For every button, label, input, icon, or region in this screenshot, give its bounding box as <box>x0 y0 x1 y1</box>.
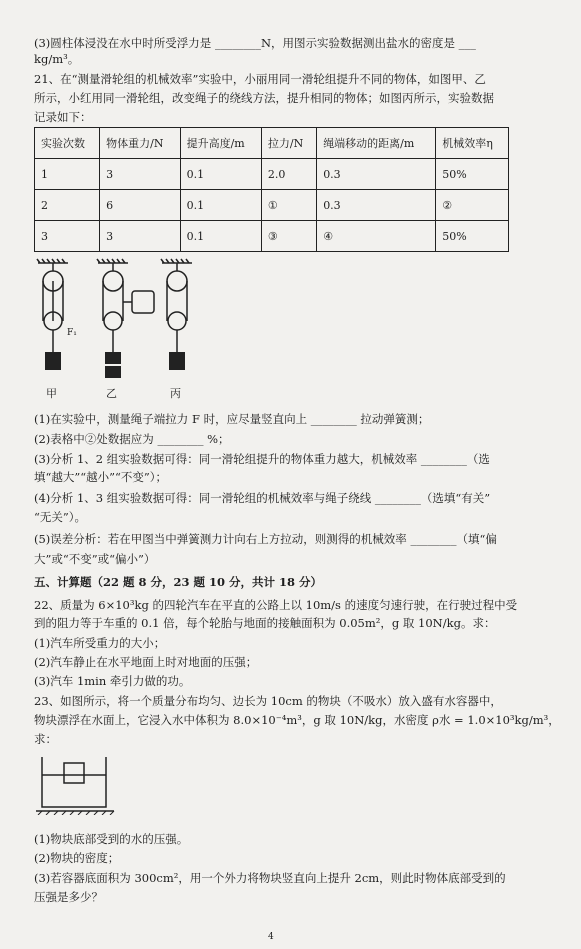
q22-sub-2: (2)汽车静止在水平地面上时对地面的压强； <box>34 655 258 669</box>
table-header: 物体重力/N <box>100 128 180 159</box>
table-cell: 0.1 <box>180 190 261 221</box>
pulley-bing-top <box>167 271 187 291</box>
q21-sub-1: (1)在实验中，测量绳子端拉力 F 时，应尽量竖直向上 ________ 拉动弹簧测； <box>34 412 430 426</box>
table-cell: 50% <box>436 159 509 190</box>
q23-line-2: 物块漂浮在水面上，它浸入水中体积为 8.0×10⁻⁴m³，g 取 10N/kg，水密度 ρ水 = 1.0×10³kg/m³， <box>34 713 560 727</box>
pulley-figure <box>34 257 214 407</box>
table-cell: 0.1 <box>180 221 261 252</box>
pulley-diagram <box>34 257 214 407</box>
table-row <box>35 221 509 252</box>
q21-intro-line-1: 21、在“测量滑轮组的机械效率”实验中，小丽用同一滑轮组提升不同的物体，如图甲、乙 <box>34 72 486 86</box>
label-yi: 乙 <box>106 387 117 400</box>
q22-sub-1: (1)汽车所受重力的大小； <box>34 636 166 650</box>
table-cell: 0.3 <box>317 190 436 221</box>
weight-bing <box>169 352 185 370</box>
q23-line-3: 求： <box>34 732 57 746</box>
table-cell: 0.3 <box>317 159 436 190</box>
force-label-f1: F₁ <box>67 328 77 338</box>
table-header: 提升高度/m <box>180 128 261 159</box>
q21-sub-2: (2)表格中②处数据应为 ________ %； <box>34 432 230 446</box>
table-cell: 6 <box>100 190 180 221</box>
q21-intro-line-2: 所示，小红用同一滑轮组，改变绳子的绕线方法，提升相同的物体；如图丙所示，实验数据 <box>34 91 494 105</box>
table-cell: 3 <box>35 221 100 252</box>
q23-sub-2: (2)物块的密度； <box>34 851 120 865</box>
q21-sub-4: (4)分析 1、3 组实验数据可得：同一滑轮组的机械效率与绳子绕线 ________（选填“有关” <box>34 491 491 505</box>
weight-yi-2 <box>105 366 121 378</box>
table-row <box>35 190 509 221</box>
table-header: 机械效率η <box>436 128 509 159</box>
container-diagram <box>36 755 116 815</box>
q20-unit-line: kg/m³。 <box>34 52 80 66</box>
q23-line-1: 23、如图所示，将一个质量分布均匀、边长为 10cm 的物块（不吸水）放入盛有水容器中， <box>34 694 502 708</box>
table-cell: 3 <box>100 221 180 252</box>
weight-yi-1 <box>105 352 121 364</box>
table-row <box>35 159 509 190</box>
table-cell: ② <box>436 190 509 221</box>
q22-line-1: 22、质量为 6×10³kg 的四轮汽车在平直的公路上以 10m/s 的速度匀速行驶，在行驶过程中受 <box>34 598 518 612</box>
q21-sub-3-cont: 填“越大”“越小”“不变”）； <box>34 470 168 484</box>
label-jia: 甲 <box>46 387 57 400</box>
pulley-yi-top <box>103 271 123 291</box>
pulley-yi-bottom <box>104 312 122 330</box>
pulley-bing-bottom <box>168 312 186 330</box>
q21-sub-5: (5)误差分析：若在甲图当中弹簧测力计向右上方拉动，则测得的机械效率 ________（填“偏 <box>34 532 497 546</box>
table-cell: 2.0 <box>261 159 316 190</box>
q21-sub-4-cont: “无关”）。 <box>34 510 87 524</box>
container-figure <box>36 755 116 815</box>
q21-sub-5-cont: 大”或“不变”或“偏小”） <box>34 552 156 566</box>
label-bing: 丙 <box>170 387 181 400</box>
floating-block <box>64 763 84 783</box>
table-cell: 50% <box>436 221 509 252</box>
q22-sub-3: (3)汽车 1min 牵引力做的功。 <box>34 674 191 688</box>
table-header: 绳端移动的距离/m <box>317 128 436 159</box>
table-header: 拉力/N <box>261 128 316 159</box>
table-cell: 0.1 <box>180 159 261 190</box>
container-walls <box>42 757 106 807</box>
table-cell: ④ <box>317 221 436 252</box>
table-cell: 3 <box>100 159 180 190</box>
table-cell: ① <box>261 190 316 221</box>
q23-sub-3-cont: 压强是多少？ <box>34 890 103 904</box>
table-header: 实验次数 <box>35 128 100 159</box>
weight-jia <box>45 352 61 370</box>
q23-sub-3: (3)若容器底面积为 300cm²，用一个外力将物块竖直向上提升 2cm，则此时物体底部受到的 <box>34 871 506 885</box>
q22-line-2: 到的阻力等于车重的 0.1 倍，每个轮胎与地面的接触面积为 0.05m²，g 取 10N/kg。求： <box>34 616 496 630</box>
spring-scale-yi <box>132 291 154 313</box>
q23-sub-1: (1)物块底部受到的水的压强。 <box>34 832 189 846</box>
experiment-data-table <box>34 127 509 252</box>
q21-sub-3: (3)分析 1、2 组实验数据可得：同一滑轮组提升的物体重力越大，机械效率 ________（选 <box>34 452 490 466</box>
section-5-heading: 五、计算题（22 题 8 分，23 题 10 分，共计 18 分） <box>34 575 323 589</box>
q21-intro-line-3: 记录如下： <box>34 110 92 124</box>
table-cell: ③ <box>261 221 316 252</box>
table-header-row <box>35 128 509 159</box>
table-cell: 2 <box>35 190 100 221</box>
q20-part3-line: (3)圆柱体浸没在水中时所受浮力是 ________N，用图示实验数据测出盐水的密度是 ___ <box>34 36 476 50</box>
table-cell: 1 <box>35 159 100 190</box>
page-number: 4 <box>268 932 274 942</box>
